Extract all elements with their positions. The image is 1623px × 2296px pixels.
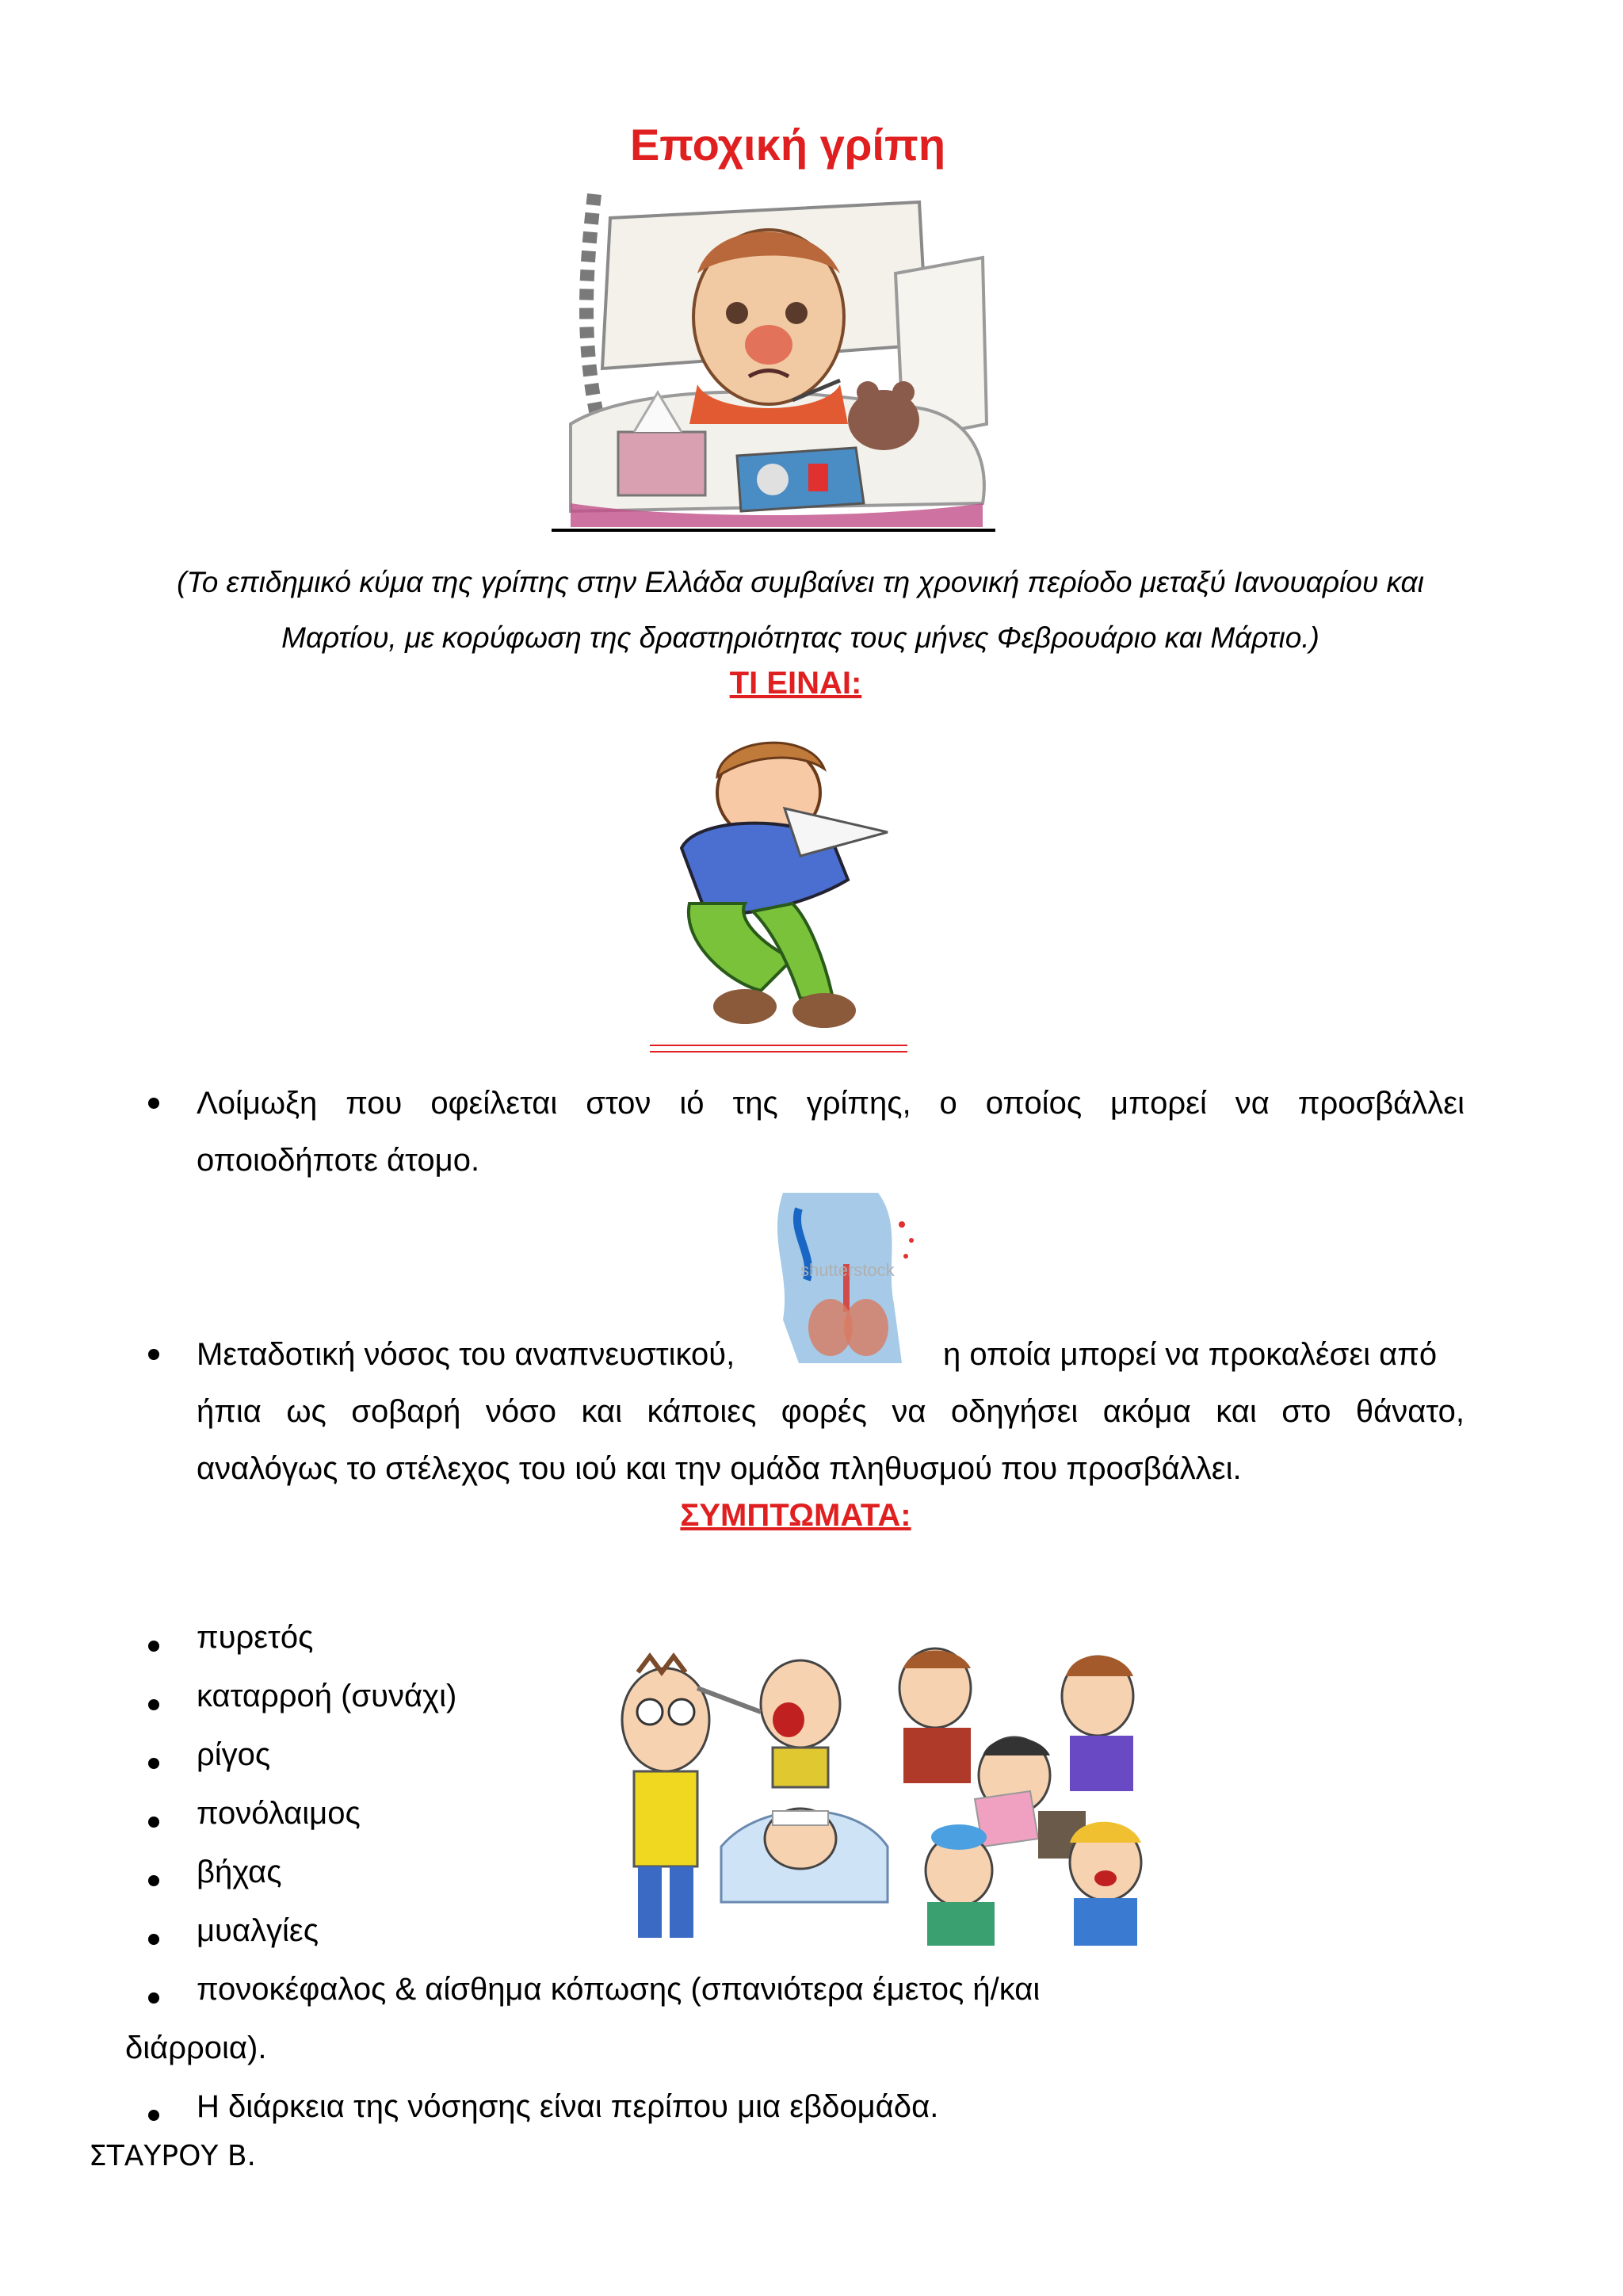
decorative-double-line: [650, 1045, 907, 1046]
bullet-dot: [148, 2110, 159, 2121]
symptom-item: πυρετός: [197, 1620, 314, 1655]
what-bullet-2-line-3: αναλόγως το στέλεχος του ιού και την ομάδα πληθυσμού που προσβάλλει.: [197, 1451, 1242, 1486]
decorative-double-line-2: [650, 1051, 907, 1052]
bullet-dot: [148, 1699, 159, 1710]
bullet-dot: [148, 1992, 159, 2004]
symptom-item: πονοκέφαλος & αίσθημα κόπωσης (σπανιότερα έμετος ή/και: [197, 1972, 1041, 2007]
symptom-item: Η διάρκεια της νόσησης είναι περίπου μια εβδομάδα.: [197, 2089, 939, 2124]
sick-child-in-bed-illustration: [555, 186, 999, 527]
symptom-item-continuation: διάρροια).: [125, 2030, 267, 2065]
symptom-item: ρίγος: [197, 1737, 271, 1772]
intro-line-2: Μαρτίου, με κορύφωση της δραστηριότητας τους μήνες Φεβρουάριο και Μάρτιο.): [281, 621, 1319, 654]
author-footer: ΣΤΑΥΡΟΥ Β.: [89, 2140, 256, 2172]
symptom-item: μυαλγίες: [197, 1913, 319, 1948]
page-title: Εποχική γρίπη: [629, 120, 946, 170]
bullet-dot: [148, 1817, 159, 1828]
image-watermark: shutterstock: [800, 1260, 895, 1280]
bullet-dot: [148, 1758, 159, 1769]
bullet-dot: [148, 1349, 159, 1360]
section-heading-what: ΤΙ ΕΙΝΑΙ:: [729, 666, 862, 701]
what-bullet-1-line-1: Λοίμωξη που οφείλεται στον ιό της γρίπης, ο οποίος μπορεί να προσβάλλει: [197, 1086, 1465, 1121]
divider-line: [552, 529, 995, 532]
bullet-dot: [148, 1098, 159, 1109]
what-bullet-2-line-1-left: Μεταδοτική νόσος του αναπνευστικού,: [197, 1337, 735, 1372]
symptom-item: καταρροή (συνάχι): [197, 1679, 457, 1713]
intro-line-1: (Το επιδημικό κύμα της γρίπης στην Ελλάδα συμβαίνει τη χρονική περίοδο μεταξύ Ιανουαρίου και: [177, 566, 1424, 598]
symptom-item: βήχας: [197, 1855, 282, 1889]
what-bullet-2-line-1-right: η οποία μπορεί να προκαλέσει από: [943, 1337, 1438, 1372]
bullet-dot: [148, 1875, 159, 1886]
symptom-item: πονόλαιμος: [197, 1796, 361, 1831]
what-bullet-1-line-2: οποιοδήποτε άτομο.: [197, 1143, 480, 1178]
sneezing-boy-illustration: [634, 721, 911, 1038]
bullet-dot: [148, 1934, 159, 1945]
bullet-dot: [148, 1641, 159, 1652]
section-heading-symptoms: ΣΥΜΠΤΩΜΑΤΑ:: [680, 1498, 911, 1533]
what-bullet-2-line-2: ήπια ως σοβαρή νόσο και κάποιες φορές να οδηγήσει ακόμα και στο θάνατο,: [197, 1394, 1465, 1429]
sick-children-group-illustration: [602, 1641, 1157, 1950]
